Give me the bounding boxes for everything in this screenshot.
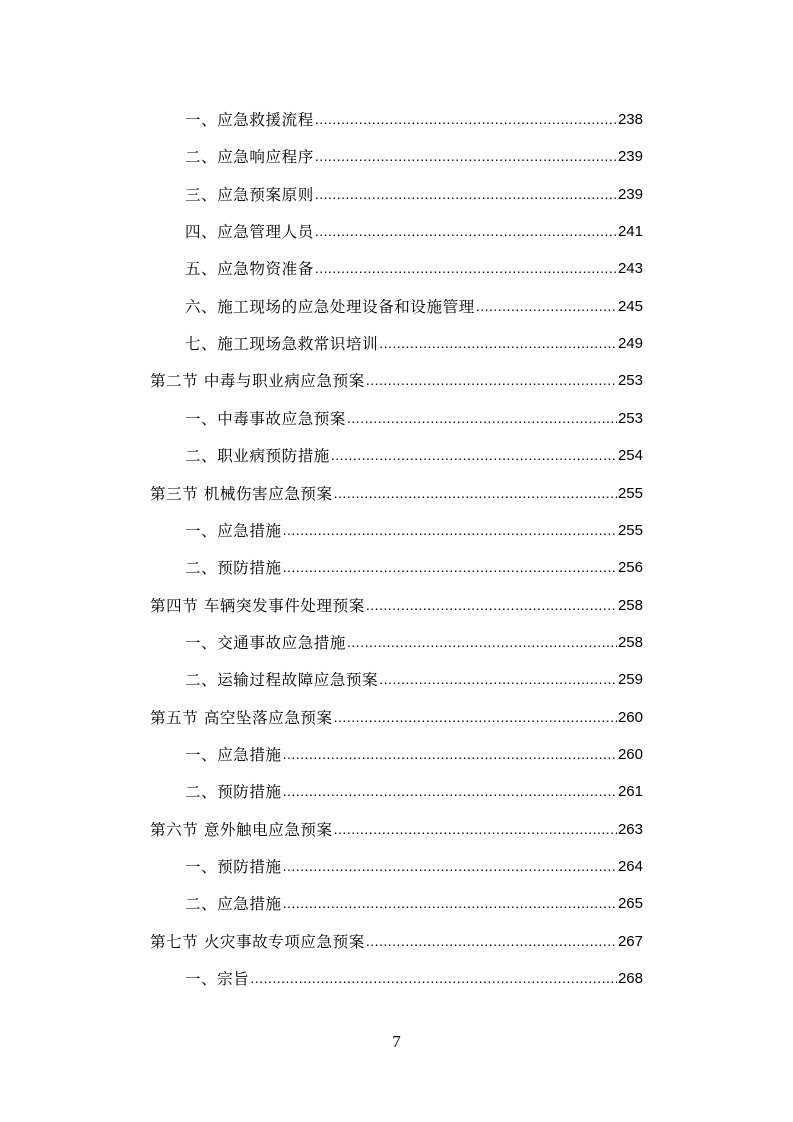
toc-dot-leader <box>283 557 617 577</box>
toc-entry-page-number: 238 <box>617 111 643 128</box>
toc-entry-page-number: 265 <box>617 895 643 913</box>
toc-entry-title: 第四节 车辆突发事件处理预案 <box>150 596 365 615</box>
toc-entry-title: 六、施工现场的应急处理设备和设施管理 <box>185 297 475 316</box>
toc-dot-leader <box>476 296 617 316</box>
toc-entry-title: 一、宗旨 <box>185 970 250 989</box>
toc-subsection-entry[interactable] <box>185 552 643 578</box>
toc-entry-title: 第七节 火灾事故专项应急预案 <box>150 932 365 951</box>
toc-entry-title: 五、应急物资准备 <box>185 260 314 279</box>
toc-subsection-entry[interactable] <box>185 776 643 802</box>
toc-entry-title: 二、预防措施 <box>185 559 282 578</box>
toc-dot-leader <box>366 931 617 951</box>
toc-entry-page-number: 261 <box>617 783 643 801</box>
toc-entry-page-number: 267 <box>617 932 643 950</box>
toc-subsection-entry[interactable] <box>185 104 643 130</box>
toc-dot-leader <box>315 258 617 278</box>
toc-dot-leader <box>283 744 617 764</box>
toc-entry-title: 第三节 机械伤害应急预案 <box>150 484 333 503</box>
toc-dot-leader <box>347 632 617 652</box>
toc-entry-title: 二、应急响应程序 <box>185 148 314 167</box>
toc-dot-leader <box>334 707 617 727</box>
toc-entry-page-number: 245 <box>617 297 643 315</box>
toc-entry-title: 二、应急措施 <box>185 895 282 914</box>
toc-entry-page-number: 255 <box>617 484 643 502</box>
toc-dot-leader <box>347 408 617 428</box>
toc-subsection-entry[interactable] <box>185 627 643 653</box>
toc-subsection-entry[interactable] <box>185 179 643 205</box>
toc-entry-page-number: 249 <box>617 335 643 353</box>
toc-entry-title: 一、预防措施 <box>185 858 282 876</box>
toc-section-entry[interactable] <box>150 590 643 616</box>
toc-subsection-entry[interactable] <box>185 141 643 167</box>
toc-dot-leader <box>366 370 617 390</box>
toc-entry-title: 第五节 高空坠落应急预案 <box>150 708 333 727</box>
toc-subsection-entry[interactable] <box>185 440 643 466</box>
toc-dot-leader <box>379 669 617 689</box>
toc-entry-page-number: 239 <box>617 185 643 203</box>
toc-entry-page-number: 253 <box>617 372 643 390</box>
toc-entry-title: 二、运输过程故障应急预案 <box>185 671 379 690</box>
toc-section-entry[interactable] <box>150 926 643 952</box>
toc-entry-page-number: 259 <box>617 671 643 689</box>
toc-subsection-entry[interactable] <box>185 739 643 765</box>
toc-entry-page-number: 241 <box>617 223 643 241</box>
toc-subsection-entry[interactable] <box>185 888 643 914</box>
toc-section-entry[interactable] <box>150 365 643 391</box>
toc-entry-page-number: 239 <box>617 148 643 166</box>
toc-dot-leader <box>334 819 617 839</box>
toc-entry-title: 一、应急措施 <box>185 521 282 540</box>
toc-entry-title: 一、中毒事故应急预案 <box>185 409 347 428</box>
toc-entry-page-number: 254 <box>617 447 643 465</box>
toc-entry-page-number: 243 <box>617 260 643 278</box>
toc-dot-leader <box>315 146 617 166</box>
toc-entry-title: 三、应急预案原则 <box>185 185 314 204</box>
page-number: 7 <box>392 1032 401 1051</box>
toc-entry-page-number: 255 <box>617 521 643 539</box>
toc-entry-title: 二、预防措施 <box>185 783 282 802</box>
toc-section-entry[interactable] <box>150 702 643 728</box>
toc-subsection-entry[interactable] <box>185 515 643 541</box>
toc-entry-title: 第二节 中毒与职业病应急预案 <box>150 372 365 391</box>
toc-entry-title: 四、应急管理人员 <box>185 223 314 242</box>
toc-entry-title: 一、应急救援流程 <box>185 111 314 129</box>
toc-subsection-entry[interactable] <box>185 403 643 429</box>
toc-section-entry[interactable] <box>150 478 643 504</box>
toc-entry-page-number: 268 <box>617 970 643 988</box>
toc-dot-leader <box>315 184 617 204</box>
toc-dot-leader <box>283 781 617 801</box>
toc-entry-page-number: 258 <box>617 596 643 614</box>
toc-subsection-entry[interactable] <box>185 963 643 989</box>
toc-entry-title: 一、应急措施 <box>185 745 282 764</box>
toc-dot-leader <box>283 893 617 913</box>
toc-dot-leader <box>366 595 617 615</box>
toc-dot-leader <box>331 445 617 465</box>
toc-entry-page-number: 260 <box>617 745 643 763</box>
toc-dot-leader <box>315 109 617 129</box>
toc-dot-leader <box>379 333 617 353</box>
toc-dot-leader <box>250 968 617 988</box>
toc-entry-title: 一、交通事故应急措施 <box>185 633 347 652</box>
toc-subsection-entry[interactable] <box>185 291 643 317</box>
toc-entry-page-number: 264 <box>617 858 643 875</box>
toc-entry-title: 七、施工现场急救常识培训 <box>185 335 379 354</box>
toc-subsection-entry[interactable] <box>185 216 643 242</box>
toc-subsection-entry[interactable] <box>185 851 643 877</box>
toc-entry-page-number: 258 <box>617 633 643 651</box>
toc-subsection-entry[interactable] <box>185 328 643 354</box>
toc-dot-leader <box>283 520 617 540</box>
toc-dot-leader <box>315 221 617 241</box>
toc-entry-page-number: 263 <box>617 820 643 838</box>
toc-subsection-entry[interactable] <box>185 664 643 690</box>
toc-section-entry[interactable] <box>150 814 643 840</box>
toc-entry-page-number: 256 <box>617 559 643 577</box>
toc-entry-page-number: 260 <box>617 708 643 726</box>
toc-entry-title: 第六节 意外触电应急预案 <box>150 820 333 839</box>
toc-entry-page-number: 253 <box>617 409 643 427</box>
toc-dot-leader <box>283 856 617 876</box>
toc-subsection-entry[interactable] <box>185 253 643 279</box>
toc-entry-title: 二、职业病预防措施 <box>185 447 330 466</box>
toc-dot-leader <box>334 483 617 503</box>
